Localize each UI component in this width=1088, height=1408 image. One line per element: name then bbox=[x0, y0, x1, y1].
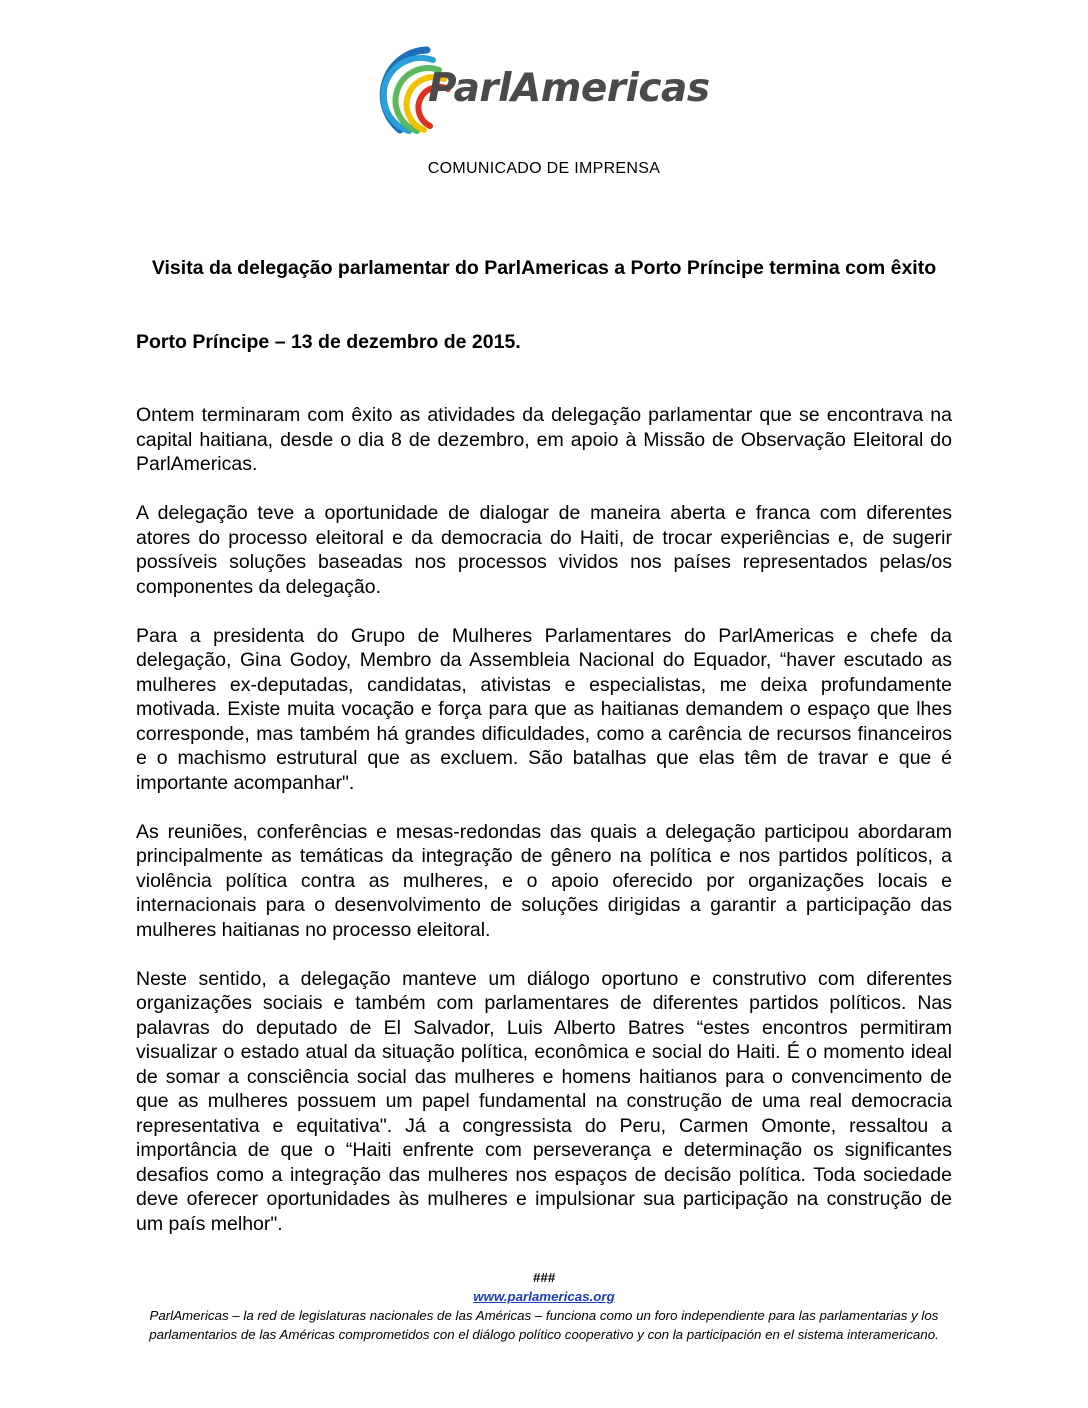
logo-wordmark: ParlAmericas bbox=[428, 66, 710, 111]
footer-separator: ### bbox=[532, 1270, 556, 1285]
article-headline: Visita da delegação parlamentar do ParlAmericas a Porto Príncipe termina com êxito bbox=[151, 257, 937, 279]
paragraph-4: As reuniões, conferências e mesas-redondas das quais a delegação participou abordaram principalmente as temáticas da integração de gênero na política e nos partidos políticos, a violência política contra as mulheres, e o apoio oferecido por organizações locais e internacionais para o desenvolvimento de soluções dirigidas a garantir a participação das mulheres haitianas no processo eleitoral. bbox=[136, 820, 952, 941]
article-dateline: Porto Príncipe – 13 de dezembro de 2015. bbox=[136, 331, 521, 353]
page-footer bbox=[120, 1268, 968, 1344]
paragraph-5: Neste sentido, a delegação manteve um diálogo oportuno e construtivo com diferentes organizações sociais e também com parlamentares de diferentes partidos políticos. Nas palavras do deputado de El Salvador, Luis Alberto Batres “estes encontros permitiram visualizar o estado atual da situação política, econômica e social do Haiti. É o momento ideal de somar a consciência social das mulheres e homens haitianos para o convencimento de que as mulheres possuem um papel fundamental na construção de uma real democracia representativa e equitativa". Já a congressista do Peru, Carmen Omonte, ressaltou a importância de que o “Haiti enfrente com perseverança e determinação os significantes desafios como a integração das mulheres nos espaços de decisão política. Toda sociedade deve oferecer oportunidades às mulheres e impulsionar sua participação na construção de um país melhor". bbox=[136, 967, 952, 1235]
press-release-label: COMUNICADO DE IMPRENSA bbox=[427, 160, 661, 177]
paragraph-2: A delegação teve a oportunidade de dialogar de maneira aberta e franca com diferentes atores do processo eleitoral e da democracia do Haiti, de trocar experiências e, de sugerir possíveis soluções baseadas nos processos vividos nos países representados pelas/os componentes da delegação. bbox=[136, 502, 952, 598]
article-body bbox=[136, 403, 952, 1261]
website-link[interactable]: www.parlamericas.org bbox=[473, 1289, 615, 1304]
paragraph-1: Ontem terminaram com êxito as atividades da delegação parlamentar que se encontrava na capital haitiana, desde o dia 8 de dezembro, em apoio à Missão de Observação Eleitoral do ParlAmericas. bbox=[136, 404, 952, 475]
paragraph-3: Para a presidenta do Grupo de Mulheres Parlamentares do ParlAmericas e chefe da delegação, Gina Godoy, Membro da Assembleia Nacional do Equador, “haver escutado as mulheres ex-deputadas, candidatas, ativistas e especialistas, me deixa profundamente motivada. Existe muita vocação e força para que as haitianas demandem o espaço que lhes corresponde, mas também há grandes dificuldades, como a carência de recursos financeiros e o machismo estrutural que as excluem. São batalhas que elas têm de travar e que é importante acompanhar". bbox=[136, 624, 952, 794]
footer-description: ParlAmericas – la red de legislaturas nacionales de las Américas – funciona como un foro independiente para las parlamentarias y los parlamentarios de las Américas comprometidos con el diálogo político cooperativo y con la participación en el sistema interamericano. bbox=[149, 1308, 939, 1342]
